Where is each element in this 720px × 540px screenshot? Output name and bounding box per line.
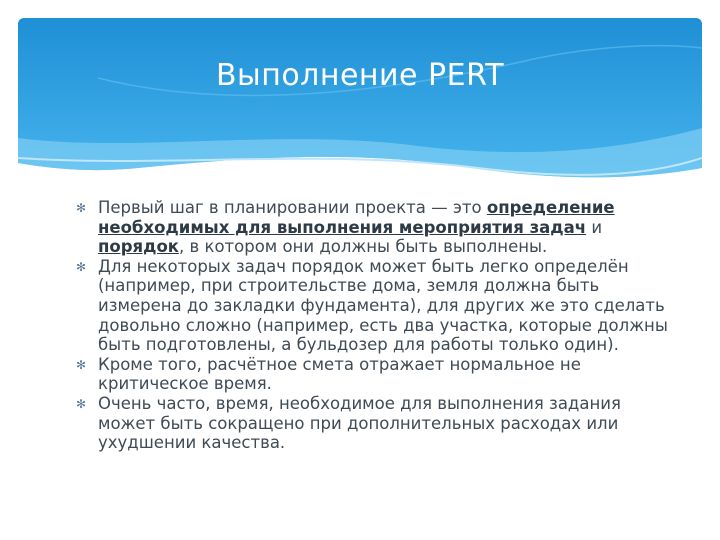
bullet-text: , в котором они должны быть выполнены. bbox=[179, 237, 548, 257]
underlined-term: порядок bbox=[98, 237, 180, 257]
asterisk-bullet-icon: ✻ bbox=[76, 396, 87, 411]
asterisk-bullet-icon: ✻ bbox=[76, 201, 87, 215]
bullet-text: Очень часто, время, необходимое для выполнения задания может быть сокращено при дополнительных расходах или ухудшении качества. bbox=[98, 393, 621, 453]
list-item bbox=[76, 355, 676, 394]
underlined-term: определение необходимых для выполнения мероприятия задач bbox=[98, 198, 615, 237]
bullet-text: Первый шаг в планировании проекта — это bbox=[98, 198, 487, 217]
bullet-list bbox=[76, 198, 676, 453]
bullet-text: и bbox=[586, 217, 603, 237]
asterisk-bullet-icon: ✻ bbox=[76, 259, 87, 274]
asterisk-bullet-icon: ✻ bbox=[76, 357, 87, 372]
header-wave-graphic bbox=[18, 18, 702, 208]
bullet-text: Кроме того, расчётное смета отражает нормальное не критическое время. bbox=[98, 354, 581, 394]
bullet-text: Для некоторых задач порядок может быть легко определён (например, при строительстве дома, земля должна быть измерена до закладки фундамента), для других же это сделать довольно сложно (например, есть два участка, которые должны быть подготовлены, а бульдозер для работы только один). bbox=[98, 256, 668, 355]
list-item bbox=[76, 394, 676, 453]
slide bbox=[18, 18, 702, 540]
header-banner bbox=[18, 18, 702, 208]
list-item bbox=[76, 198, 676, 257]
page-title: Выполнение PERT bbox=[215, 58, 505, 93]
list-item bbox=[76, 257, 676, 355]
